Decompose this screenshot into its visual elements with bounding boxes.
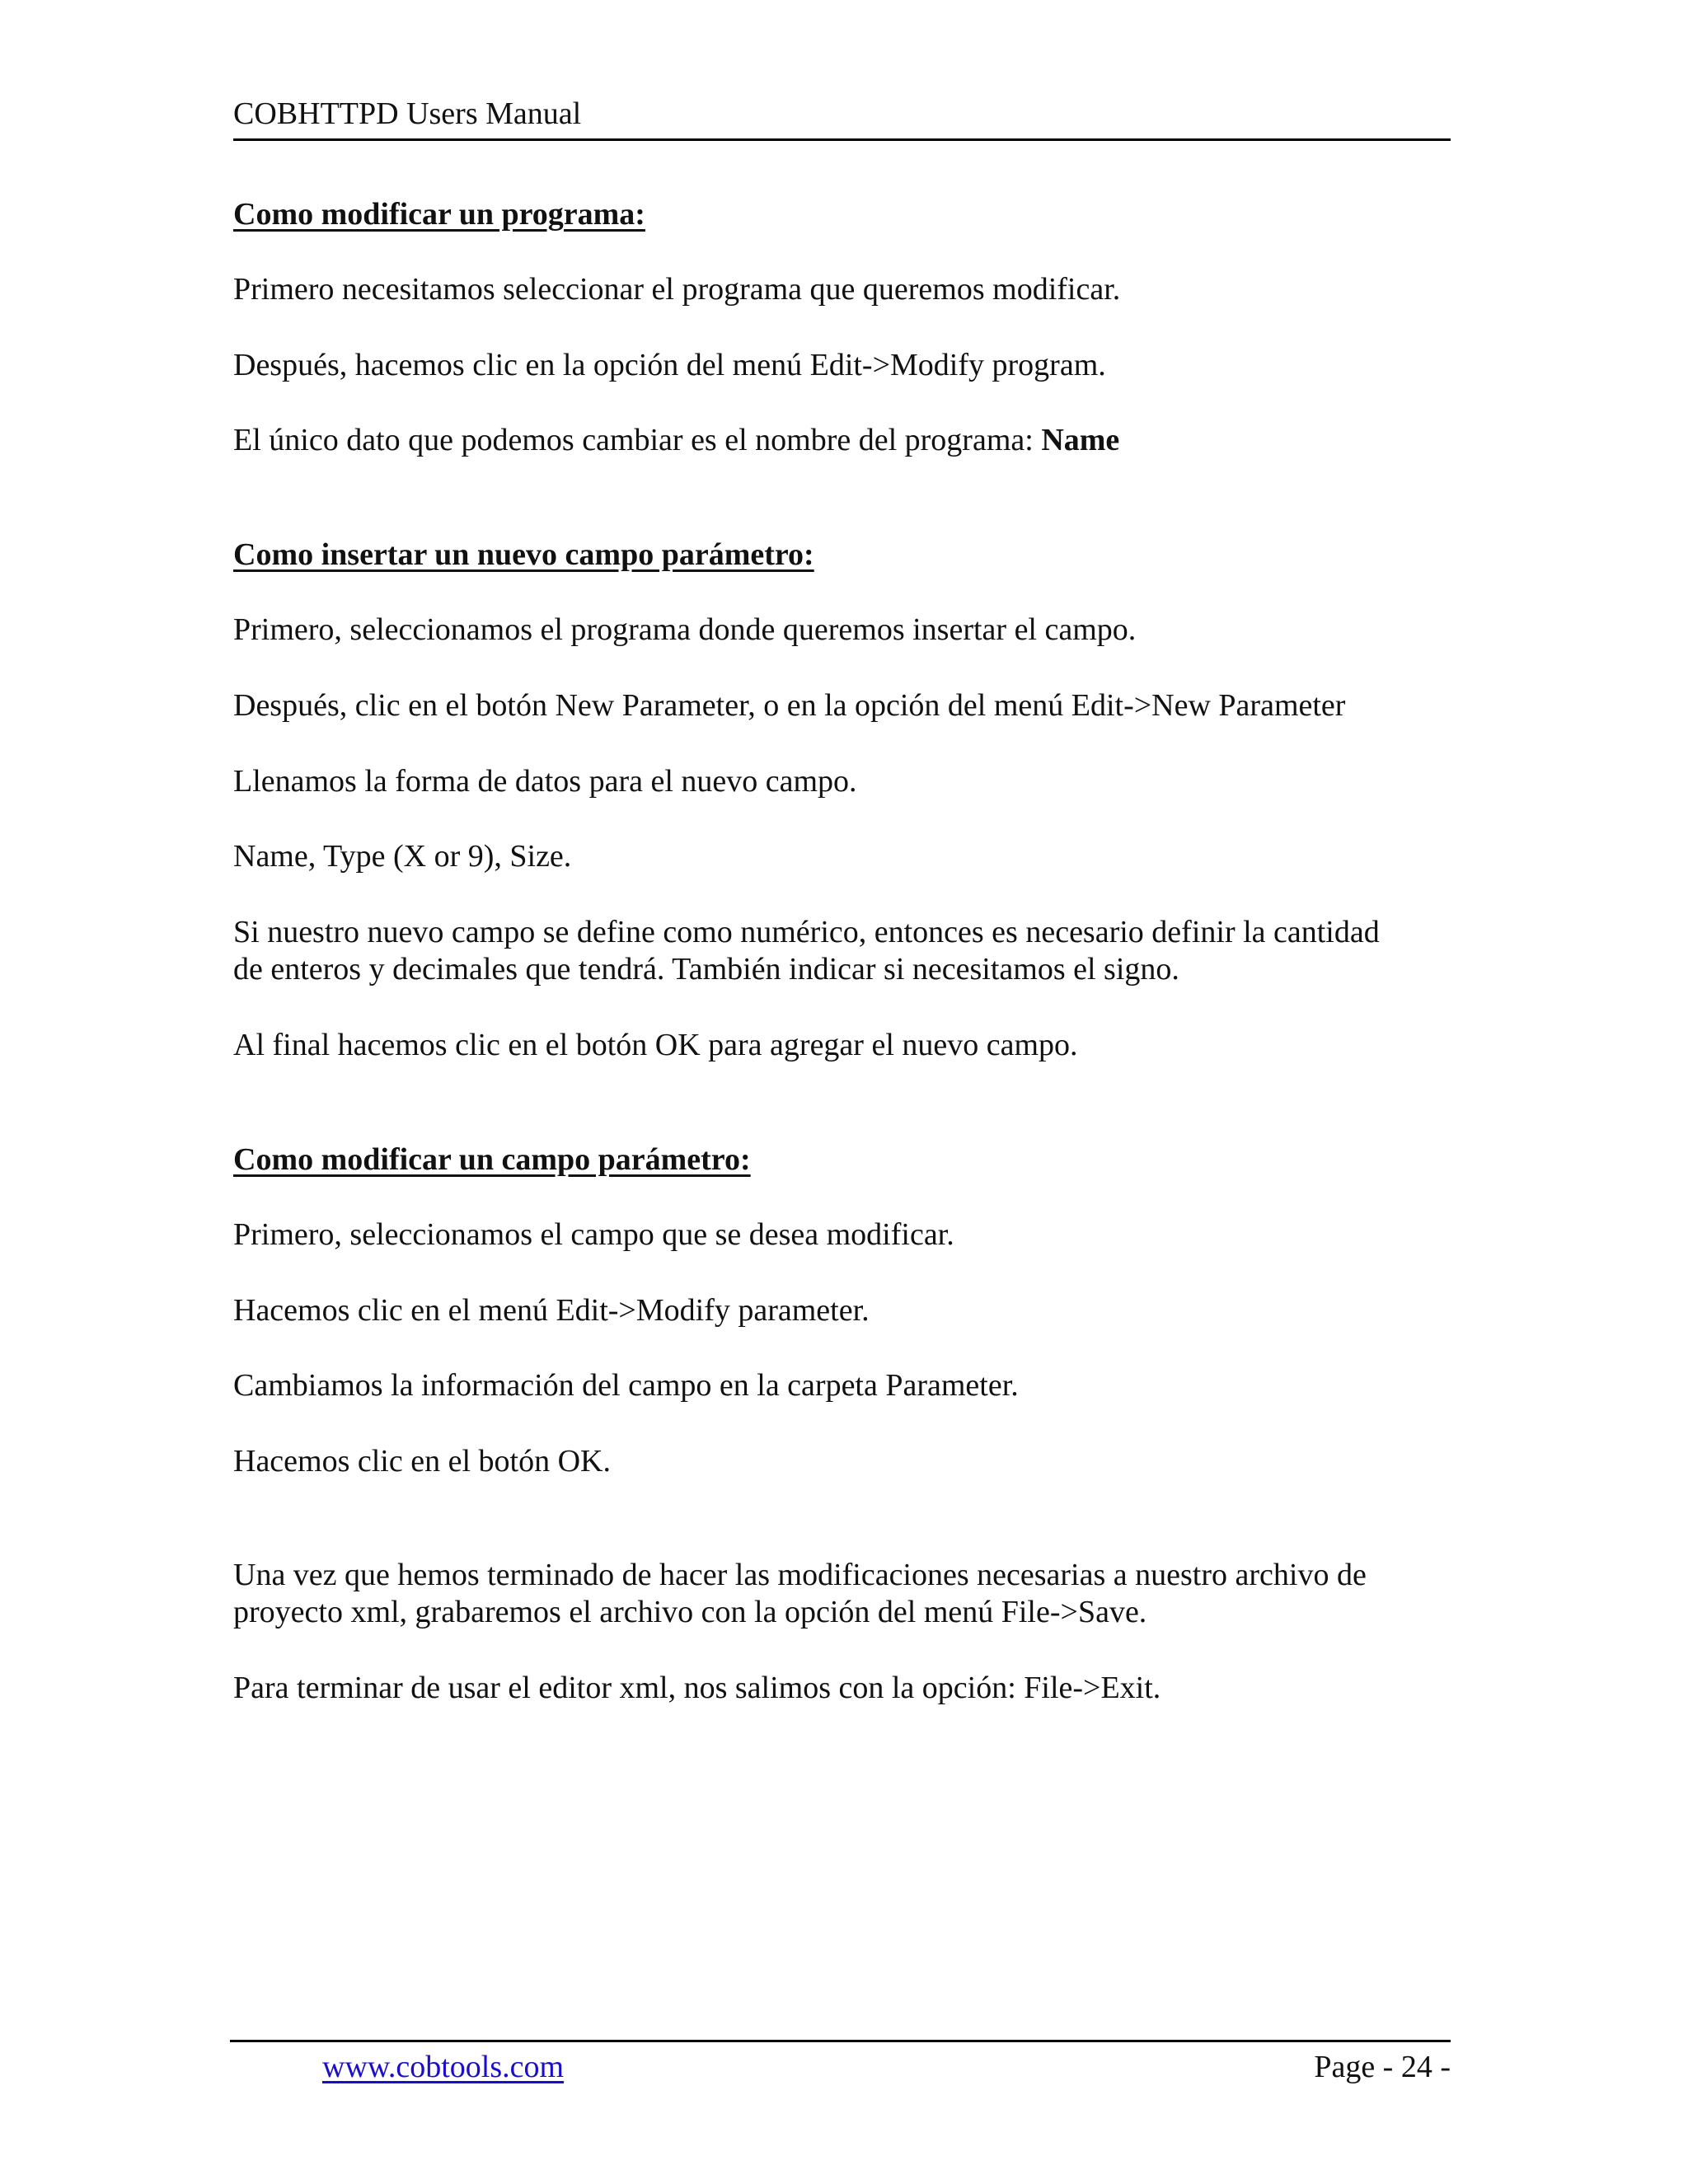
paragraph: Cambiamos la información del campo en la carpeta Parameter.: [233, 1368, 1019, 1403]
paragraph-line: de enteros y decimales que tendrá. También indicar si necesitamos el signo.: [233, 952, 1179, 987]
section-heading-modify-parameter: Como modificar un campo parámetro:: [233, 1142, 751, 1177]
bold-term: Name: [1041, 423, 1120, 457]
paragraph: Después, clic en el botón New Parameter, o en la opción del menú Edit->New Parameter: [233, 688, 1346, 723]
paragraph-text: El único dato que podemos cambiar es el nombre del programa:: [233, 423, 1042, 457]
paragraph-line: proyecto xml, grabaremos el archivo con la opción del menú File->Save.: [233, 1595, 1147, 1629]
website-link[interactable]: www.cobtools.com: [322, 2050, 565, 2084]
paragraph: Primero, seleccionamos el campo que se desea modificar.: [233, 1217, 954, 1252]
paragraph: Primero, seleccionamos el programa donde queremos insertar el campo.: [233, 612, 1137, 647]
header-title: COBHTTPD Users Manual: [233, 96, 582, 131]
paragraph-line: Una vez que hemos terminado de hacer las modificaciones necesarias a nuestro archivo de: [233, 1558, 1367, 1592]
section-heading-insert-parameter: Como insertar un nuevo campo parámetro:: [233, 537, 814, 572]
paragraph: Para terminar de usar el editor xml, nos salimos con la opción: File->Exit.: [233, 1671, 1161, 1705]
page-footer: [230, 2040, 1451, 2092]
paragraph: Hacemos clic en el botón OK.: [233, 1444, 611, 1479]
paragraph: Hacemos clic en el menú Edit->Modify parameter.: [233, 1293, 870, 1328]
page-number: Page - 24 -: [1314, 2050, 1451, 2084]
paragraph: Name, Type (X or 9), Size.: [233, 839, 572, 874]
paragraph: Al final hacemos clic en el botón OK para agregar el nuevo campo.: [233, 1028, 1078, 1062]
paragraph: Llenamos la forma de datos para el nuevo campo.: [233, 764, 857, 799]
paragraph: Primero necesitamos seleccionar el programa que queremos modificar.: [233, 272, 1121, 307]
paragraph-line: Si nuestro nuevo campo se define como numérico, entonces es necesario definir la cantidad: [233, 915, 1380, 949]
section-heading-modify-program: Como modificar un programa:: [233, 197, 645, 232]
paragraph-name-field: [233, 422, 1453, 459]
paragraph: Después, hacemos clic en la opción del menú Edit->Modify program.: [233, 348, 1106, 382]
page-header: [233, 96, 1451, 141]
